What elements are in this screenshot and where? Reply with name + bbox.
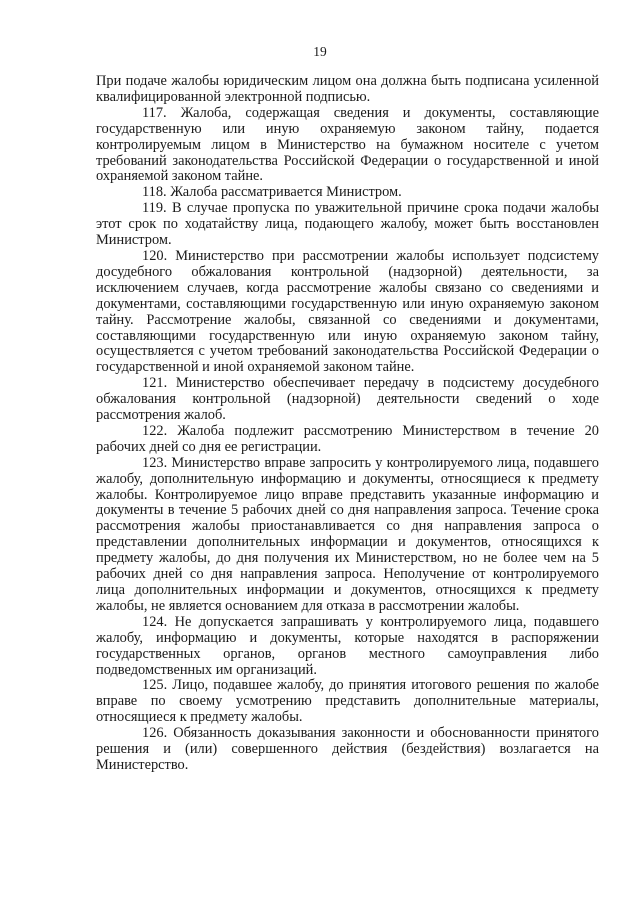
paragraph-117: 117. Жалоба, содержащая сведения и документы, составляющие государственную или иную охраняемую законом тайну, подается контролируемым лицом в Министерство на бумажном носителе с учетом требований законодательства Российской Федерации о государственной и иной охраняемой законом тайне. [96, 104, 599, 185]
paragraph-continuation: При подаче жалобы юридическим лицом она должна быть подписана усиленной квалифицированной электронной подписью. [96, 73, 599, 105]
document-body [96, 74, 599, 774]
paragraph-121: 121. Министерство обеспечивает передачу в подсистему досудебного обжалования контрольной (надзорной) деятельности сведений о ходе рассмотрения жалоб. [96, 375, 599, 424]
paragraph-122: 122. Жалоба подлежит рассмотрению Министерством в течение 20 рабочих дней со дня ее регистрации. [96, 422, 599, 455]
paragraph-118: 118. Жалоба рассматривается Министром. [142, 184, 402, 201]
paragraph-123: 123. Министерство вправе запросить у контролируемого лица, подавшего жалобу, дополнительную информацию и документы, относящиеся к предмету жалобы. Контролируемое лицо вправе представить указанные информацию и документы в течение 5 рабочих дней со дня направления запроса. Течение срока рассмотрения жалобы приостанавливается со дня направления запроса о представлении дополнительных информации и документов, относящихся к предмету жалобы, до дня получения их Министерством, но не более чем на 5 рабочих дней со дня направления запроса. Неполучение от контролируемого лица дополнительных информации и документов, относящихся к предмету жалобы, не является основанием для отказа в рассмотрении жалобы. [96, 454, 599, 614]
paragraph-126: 126. Обязанность доказывания законности и обоснованности принятого решения и (или) совершенного действия (бездействия) возлагается на Министерство. [96, 725, 599, 773]
paragraph-120: 120. Министерство при рассмотрении жалобы использует подсистему досудебного обжалования контрольной (надзорной) деятельности, за исключением случаев, когда рассмотрение жалобы связано со сведениями и документами, составляющими государственную или иную охраняемую законом тайну. Рассмотрение жалобы, связанной со сведениями и документами, составляющими государственную или иную охраняемую законом тайну, осуществляется с учетом требований законодательства Российской Федерации о государственной и иной охраняемой законом тайне. [96, 247, 599, 376]
page-number: 19 [313, 44, 327, 59]
paragraph-119: 119. В случае пропуска по уважительной причине срока подачи жалобы этот срок по ходатайству лица, подающего жалобу, может быть восстановлен Министром. [96, 200, 599, 249]
paragraph-125: 125. Лицо, подавшее жалобу, до принятия итогового решения по жалобе вправе по своему усмотрению представить дополнительные материалы, относящиеся к предмету жалобы. [96, 677, 599, 726]
paragraph-124: 124. Не допускается запрашивать у контролируемого лица, подавшего жалобу, информацию и документы, которые находятся в распоряжении государственных органов, органов местного самоуправления либо подведомственных им организаций. [96, 613, 599, 678]
